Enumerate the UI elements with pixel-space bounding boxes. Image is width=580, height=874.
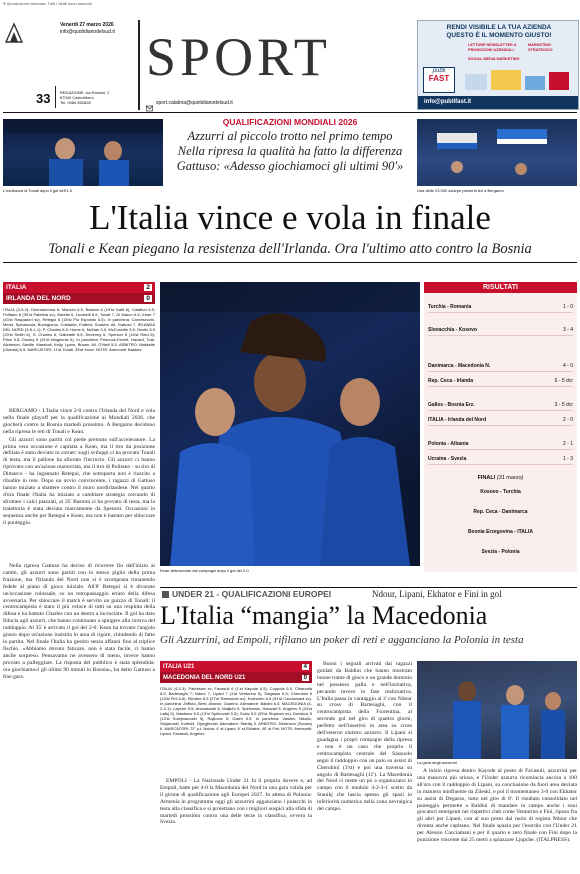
score: 1 - 0 — [562, 303, 573, 310]
main-headline: L'Italia vince e vola in finale — [89, 198, 491, 237]
kicker: QUALIFICAZIONI MONDIALI 2026 — [222, 117, 358, 127]
match: Ucraina - Svezia — [428, 455, 467, 462]
paragraph: Buoni i segnali arrivati dai ragazzi guidati da Baldini che hanno mostrato buone trame di gioco e un grande dominio nel possesso palla e nell'iniziativa, pecando invece in fase realizzativa. L'Italia passa in vantaggio al 3' con Ndour su cross di Bartesaghi, con il centrocampista della Fiorentina, al secondo gol nel giro di quattro giorni, perfetto nell'inserirsi in area su cross dell'esterno sinistro azzurro. Il Lipani si guadagna i propri compagni della ripresa e non è un caso che proprio il centrocampista centrale del Sassuolo segni il raddoppio con un palo su assist di Cherubini (3'st) e poi una traversa su angolo di Bartesaghi (11'). La Macedonia del Nord ci mette un pò a organizzarsi in campo con il modulo 4-2-3-1 scelto da Stanikj che lascia spesso gli spazi in inferiorità numerica nella zona nevralgica del campo. — [317, 661, 412, 813]
score: 2 - 1 — [562, 440, 573, 447]
paragraph: Gli azzurri sono partiti col piede premuto sull'acceleratore. La prima vera occasione è capitata a Kean, ma il tiro da posizione defilata è stato deviato in corner: sugli sviluppi ci ha provato Tonali di testa, ma il pallone ha sfiorato l'incrocio. Gli azzurri ci hanno riprovato con un'azione manovrata, ma il tiro di Politano - su tiro di Dimarco - ha ingannato Retegui, che sottoporta non è riuscito a ribadire in rete. Dopo un avvio convincente, i ragazzi di Gattuso hanno iniziato a sbattere contro il muro nordirlandese. Nel quarto d'ora finale l'Italia ha iniziato a cambiare strategia cercando di sfruttare i calci piazzati, al 35' Bastoni ci ha provato di testa, ma la traiettoria è stata deviata marcamente da Spencer. Occasioni in sequenza anche per Retegui e Kean, ma non è bastato per sbloccare il punteggio. — [3, 436, 155, 526]
match: Rep. Ceca - Irlanda — [428, 377, 474, 384]
paragraph: BERGAMO - L'Italia vince 2-0 contro l'Irlanda del Nord e vola nella finale playoff per la qualificazione ai Mondiali 2026, che giocherà contro la Bosnia martedì prossimo. A Bergamo decidono nella ripresa le reti di Tonali e Kean. — [3, 408, 155, 435]
photo-tonali — [3, 119, 163, 186]
u21-article-column-3 — [417, 768, 577, 872]
photo-caption: Una delle 23.000 sciarpe presenti ieri a Bergamo — [417, 188, 504, 193]
photo-caption: La gioia degli azzurrini — [417, 760, 457, 765]
score: 2 - 0 — [562, 416, 573, 423]
photo-caption: Kean abbracciato dai compagni dopo il gol del 2-0 — [160, 568, 249, 573]
score-row — [160, 672, 312, 683]
u21-score-box — [160, 661, 312, 683]
ad-illustration — [463, 66, 571, 94]
u21-kicker: UNDER 21 - QUALIFICAZIONI EUROPEI — [172, 589, 332, 599]
sub-headlines — [168, 129, 412, 174]
results-box — [424, 282, 577, 572]
ad-footer — [418, 96, 578, 109]
team-score: 4 — [303, 663, 307, 670]
final-match: Svezia - Polonia — [481, 549, 520, 555]
match: Polonia - Albania — [428, 440, 469, 447]
result-row — [428, 438, 573, 450]
team-name: ITALIA — [6, 284, 27, 291]
u21-kicker-rest: Ndour, Lipani, Ekhator e Fini in gol — [372, 589, 502, 599]
match: Turchia - Romania — [428, 303, 472, 310]
ad-tag: MARKETING STRATEGICO — [528, 43, 553, 52]
ad-email[interactable]: info@publifast.it — [424, 99, 472, 105]
finals-title: FINALI — [477, 475, 496, 481]
score: 1 - 3 — [562, 455, 573, 462]
section-title: SPORT — [146, 27, 331, 87]
team-name: ITALIA U21 — [163, 663, 195, 670]
redazione-line: REDAZIONE: via Rossini, 2 — [60, 90, 110, 95]
u21-deck: Gli Azzurrini, ad Empoli, rifilano un poker di reti e agganciano la Polonia in testa — [160, 634, 524, 646]
score-box — [3, 282, 155, 304]
photo-sciarpe — [417, 119, 577, 186]
deck: Tonali e Kean piegano la resistenza dell'Irlanda. Ora l'ultimo atto contro la Bosnia — [48, 241, 532, 257]
ad-headline-2: QUESTO È IL MOMENTO GIUSTO! — [446, 32, 552, 39]
team-score: 0 — [146, 295, 150, 302]
redazione-line: Tel. 0984 852828 — [60, 100, 91, 105]
issue-date: Venerdì 27 marzo 2026 — [60, 22, 114, 28]
u21-headline: L'Italia “mangia” la Macedonia — [160, 601, 488, 630]
section-rule — [138, 20, 140, 110]
final-match: Rep. Ceca - Danimarca — [473, 509, 528, 515]
results-list — [424, 293, 577, 555]
article-column-2 — [3, 563, 155, 748]
paragraph: EMPOLI - La Nazionale Under 21 fa il proprio dovere e, ad Empoli, batte per 4-0 la Macedonia del Nord in una gara valida per il girone di qualificazione agli Europei 2027. In attesa di Polonia-Armenia in programma oggi gli azzurrini agganciano i polacchi in testa alla classifica e si proiettano con i migliori auspici alla sfida di martedì prossimo contro una delle terze in classifica, ovvero la Svezia. — [160, 778, 312, 826]
u21-article-column-2 — [317, 661, 412, 872]
result-row — [428, 324, 573, 336]
rule — [3, 112, 577, 113]
logo-line: FAST — [428, 74, 450, 83]
team-score: 2 — [146, 284, 150, 291]
newspaper-logo-icon — [4, 22, 24, 44]
results-title: RISULTATI — [424, 282, 577, 293]
rule — [3, 262, 577, 263]
sub-line: Nella ripresa la qualità ha fatto la differenza — [177, 144, 403, 158]
logo-line: publi — [432, 68, 446, 74]
section-email[interactable]: sport.calabria@quotidianodelsud.it — [156, 100, 233, 106]
redazione-line: 87040 Castrolibero — [60, 95, 94, 100]
article-column-1 — [3, 408, 155, 563]
u21-tabellino: ITALIA (4-3-3): Palmisani sv; Favasuli 6 (1'st Kayode 6.5), Coppola 6.5, Chiarodia 6.5, Bartesaghi 7; Ndour 7, Lipani 7 (1'st Venturino 6), Degasso 6.5; Cherubini 6 (13'st Fini 6.5), Ekhator 6.5 (27'st Raimondo sv), Koleosho 6.5 (31'st Cacciamani sv). In panchina: Zeffuto, Berti, Ahanor, Guarino. Allenatore: Baldini 6.5. MACEDONIA (4-2-3-1): Lapche 5.5; Arizankoski 6, Maljichi 5, Spirkovski, Hamzaii 5; Angelov 5 (24'st Lalikj 5), Maslarov 5.5 (13'st Spirkovski 5.5); Sokic 5.5 (39'st Stojanov sv), Duriskov 5 (13'st Sulejmanoski 5), Rajkovic 5; Gashi 5.5. In panchina: Vasilev, Nikolic, Stojanoski, Kurtishi, Gjorgjievski. Allenatore: Stanikj 5. ARBITRO: Dickinson (Scozia) 6. MARCATORI: 37' p.t. Ndour, 4' st Lipani, 6' st Ekhator, 40' st Fini. NOTE: Ammoniti: Lipani, Favasuli, Angelov. — [160, 686, 312, 736]
copyright-strip: ® riproduzione riservata. Tutti i diritti sono riservati — [3, 1, 92, 6]
final-match: Bosnia Erzegovina - ITALIA — [468, 529, 533, 535]
square-bullet-icon — [162, 591, 169, 598]
ad-tag: LETTURE NEWSLETTER & PROMOZIONI AZIENDALI — [468, 43, 517, 52]
team-name: MACEDONIA DEL NORD U21 — [163, 674, 246, 681]
team-name: IRLANDA DEL NORD — [6, 295, 71, 302]
match: Danimarca - Macedonia N. — [428, 362, 491, 369]
publifast-logo — [423, 67, 455, 93]
score: 4 - 0 — [562, 362, 573, 369]
email-icon — [146, 99, 153, 106]
paragraph: A inizio ripresa dentro Kayode al posto di Favasuli, azzurrini per una manovra più ariosa, e l'Under azzurra ricomincia ancora a 100 all'ora con il raddoppio di Lipani, su conclusione da fuori area deviata in maniera ininfluente da Zileski, e poi il momentaneo 3-0 con Ekhator su assist di Degasso, tutto nel giro di 8'. Il risultato consolidato nel punteggio permette a Baldini di mandare in campo anche i suoi giocatori emergenti nei rispettivi club come Venturino e Fini, riposo fra gli altri per Lipani, con al suo posto dal ruolo di regista Ndour che diventa anche capitano. Nel finale spazio per l'esordio con l'Under 21 per Alessio Cacciamani e per il quarto e zero finale con Fini dopo la punizione vincente dai 25 metri a spiazzare Ljupche. (ITALPRESS). — [417, 768, 577, 844]
sub-line: Gattuso: «Adesso giochiamoci gli ultimi 90'» — [176, 159, 404, 173]
photo-caption: L'esultanza di Tonali dopo il gol dell'1-0 — [3, 188, 73, 193]
team-score: 0 — [303, 674, 307, 681]
match: Galles - Bosnia Erz. — [428, 401, 475, 408]
result-row — [428, 453, 573, 465]
score: 3 - 5 dcr — [554, 401, 573, 408]
u21-article-column-1 — [160, 778, 312, 872]
rule — [160, 587, 577, 588]
match: Slovacchia - Kosovo — [428, 326, 477, 333]
score-row — [3, 282, 155, 293]
advertisement[interactable] — [417, 20, 579, 110]
result-row — [428, 399, 573, 411]
ad-tag: SOCIAL MEDIA MARKETING — [468, 57, 520, 61]
result-row — [428, 375, 573, 387]
header-email[interactable]: info@quotidianodelsud.it — [60, 29, 115, 35]
ad-headline-1: RENDI VISIBILE LA TUA AZIENDA — [446, 24, 552, 31]
photo-kean — [160, 282, 420, 566]
score: 3 - 4 — [562, 326, 573, 333]
photo-azzurrini — [417, 661, 577, 759]
redazione-block — [60, 90, 109, 105]
match: ITALIA - Irlanda del Nord — [428, 416, 487, 423]
tabellino: ITALIA (3-5-2): Donnarumma 6; Mancini 6.5, Bastoni 6 (19'st Gatti 6), Calafiori 6.5; Politano 6 (30'st Palestra sv), Barella 6, Locatelli 6.5, Tonali 7, Di Marco 6.5; Kean 7 (43'st Raspadori sv), Retegui 6 (15'st Pio Esposito 6.5). In panchina: Carnesecchi, Meret, Spinazzola, Buongiorno, Cristante, Frattesi, Scalvini. All. Gattuso 7. IRLANDA DEL NORD (3-5-1-1): P. Charles 6.5; Hume 6, McNair 5.5, McConville 5.5; Devlin 5.5 (23'st Smith 6), S. Charles 6, Galbraith 6.5, Devenny 6, Spencer 6 (16'st Reid 6); Price 5.5; Donley 5 (31'st Magennis 6). In panchina: Peacock-Farrell, Hazard, Toal, Atcheson, Saville, Marshall, Kelly, Lyons, Brown. All. O'Neill 5.5. ARBITRO: Makkelie (Olanda) 6.5. MARCATORI: 11'st Tonali, 35'st Kean. NOTE: Ammoniti: Bastoni. — [3, 307, 155, 352]
result-row — [428, 414, 573, 426]
score: 6 - 5 dcr — [554, 377, 573, 384]
page-number: 33 — [36, 91, 51, 106]
sub-line: Azzurri al piccolo trotto nel primo tempo — [187, 129, 393, 143]
result-row — [428, 301, 573, 313]
score-row — [160, 661, 312, 672]
finals-date: (31 marzo) — [496, 475, 524, 481]
divider — [55, 86, 56, 108]
paragraph: Nella ripresa Gattuso ha deciso di ricorrere fin dall'inizio ai cambi, gli azzurri sono partiti con lo stesso piglio della prima frazione, ma l'Irlanda del Nord non si è scomposta rimanendo fedele al piano di gioco iniziale. All'8' Retegui si è divorato un'occasione colossale, su un retropassaggio errato della difesa avversaria. Per sbloccare il match è servito un guizzo di Tonali: il centrocampista è stato il più veloce di tutti su una respinta della difesa e ha battuto Charles con un destro a incrociare. Il gol ha dato fiducia agli azzurri, che hanno continuato a spingere alla ricerca del raddoppio. Al 35' è arrivato il gol del 2-0: Kean ha trovato l'angolo giusto dopo un'azione insistita in area di rigore, chiudendo di fatto la partita. Nel finale l'Italia ha gestito senza affanni fino al triplice fischio. «Abbiamo dovuto faticare, non è stata facile, ci hanno anche sorpreso. Pensavamo ne avessero di meno, invece hanno provato a palleggiare. La risposta del pubblico è stata splendida: ora giochiamoci gli ultimi 90 minuti in Bosnia», ha detto Gattuso a fine gara. — [3, 563, 155, 680]
score-row — [3, 293, 155, 304]
result-row — [428, 360, 573, 372]
final-match: Kosovo - Turchia — [480, 489, 521, 495]
